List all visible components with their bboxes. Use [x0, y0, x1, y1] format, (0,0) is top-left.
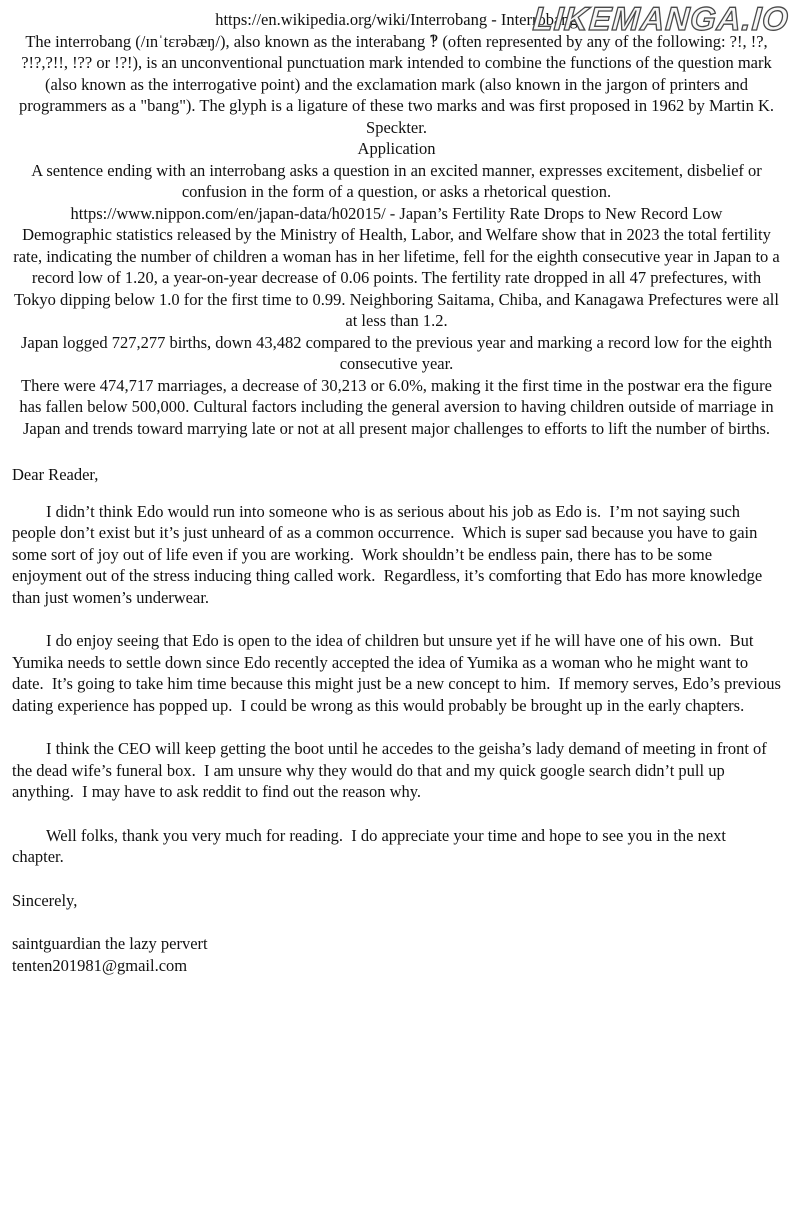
nippon-source-line: https://www.nippon.com/en/japan-data/h02015/ - Japan’s Fertility Rate Drops to New Record Low — [70, 203, 723, 223]
application-heading: Application — [357, 139, 436, 158]
fertility-paragraph-1: Demographic statistics released by the Ministry of Health, Labor, and Welfare show that in 2023 the total fertility rate, indicating the number of children a woman has in her lifetime, fell for the eighth consecutive year in Japan to a record low of 1.20, a year-on-year decrease of 0.06 points. The fertility rate dropped in all 47 prefectures, with Tokyo dipping below 1.0 for the first time to 0.99. Neighboring Saitama, Chiba, and Kanagawa Prefectures were all at less than 1.2. — [13, 225, 784, 330]
letter-paragraph-4: Well folks, thank you very much for reading. I do appreciate your time and hope to see you in the next chapter. — [12, 825, 731, 866]
fertility-paragraph-3: There were 474,717 marriages, a decrease of 30,213 or 6.0%, making it the first time in the postwar era the figure has fallen below 500,000. Cultural factors including the general aversion to having children outside of marriage in Japan and trends toward marrying late or not at all present major challenges to efforts to lift the number of births. — [19, 375, 778, 438]
letter-closing: Sincerely, — [12, 890, 78, 910]
letter-salutation: Dear Reader, — [12, 465, 99, 484]
likemanga-watermark: LIKEMANGA.IO — [531, 0, 791, 37]
letter-paragraph-3: I think the CEO will keep getting the boot until he accedes to the geisha’s lady demand of meeting in front of the dead wife’s funeral box. I am unsure why they would do that and my quick google search didn’t pull up anything. I may have to ask reddit to find out the reason why. — [12, 739, 771, 801]
letter-paragraph-1: I didn’t think Edo would run into someone who is as serious about his job as Edo is. I’m not saying such people don’t exist but it’s just unheard of as a common occurrence. Which is super sad because you have to gain some sort of joy out of life even if you are working. Work shouldn’t be endless pain, there has to be some enjoyment out of the stress inducing thing called work. Regardless, it’s comforting that Edo has more knowledge than just women’s underwear. — [12, 501, 767, 607]
interrobang-description: The interrobang (/ɪnˈtɛrəbæŋ/), also known as the interabang ‽ (often represented by any of the following: ?!, !?, ?!?,?!!, !?? or !?!), is an unconventional punctuation mark intended to combine the functions of the question mark (also known as the interrogative point) and the exclamation mark (also known in the jargon of printers and programmers as a "bang"). The glyph is a ligature of these two marks and was first proposed in 1962 by Martin K. Speckter. — [18, 31, 779, 137]
application-body: A sentence ending with an interrobang asks a question in an excited manner, expresses excitement, disbelief or confusion in the form of a question, or asks a rhetorical question. — [31, 160, 766, 201]
letter-email-address: tenten201981@gmail.com — [12, 955, 188, 975]
letter-paragraph-2: I do enjoy seeing that Edo is open to the idea of children but unsure yet if he will have one of his own. But Yumika needs to settle down since Edo recently accepted the idea of Yumika as a woman who he might want to date. It’s going to take him time because this might just be a new concept to him. If memory serves, Edo’s previous dating experience has popped up. I could be wrong as this would probably be brought up in the early chapters. — [12, 631, 786, 715]
reader-letter-section — [12, 464, 786, 976]
sources-section — [12, 9, 784, 439]
fertility-paragraph-2: Japan logged 727,277 births, down 43,482 compared to the previous year and marking a record low for the eighth consecutive year. — [20, 332, 777, 373]
letter-signature: saintguardian the lazy pervert — [12, 934, 208, 953]
wikipedia-source-line: https://en.wikipedia.org/wiki/Interrobang - Interrobang — [215, 10, 578, 29]
